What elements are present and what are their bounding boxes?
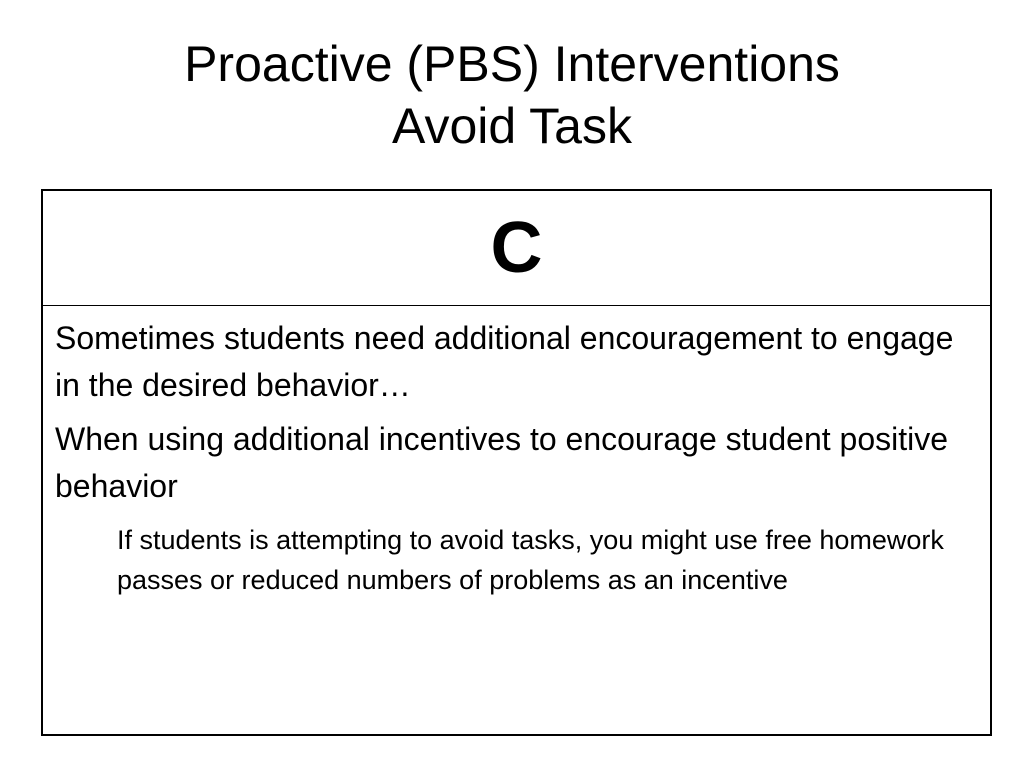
table-body-cell (43, 306, 990, 600)
body-paragraph-2: When using additional incentives to encourage student positive behavior (55, 421, 949, 504)
slide-title (0, 33, 1024, 157)
body-paragraph-1: Sometimes students need additional encouragement to engage in the desired behavior… (55, 320, 954, 403)
body-sub-paragraph: If students is attempting to avoid tasks, you might use free homework passes or reduced numbers of problems as an incentive (117, 525, 944, 595)
slide-title-line-2: Avoid Task (392, 98, 632, 154)
slide-title-line-1: Proactive (PBS) Interventions (184, 36, 840, 92)
table-header-cell: C (43, 191, 990, 306)
content-table (41, 189, 992, 736)
